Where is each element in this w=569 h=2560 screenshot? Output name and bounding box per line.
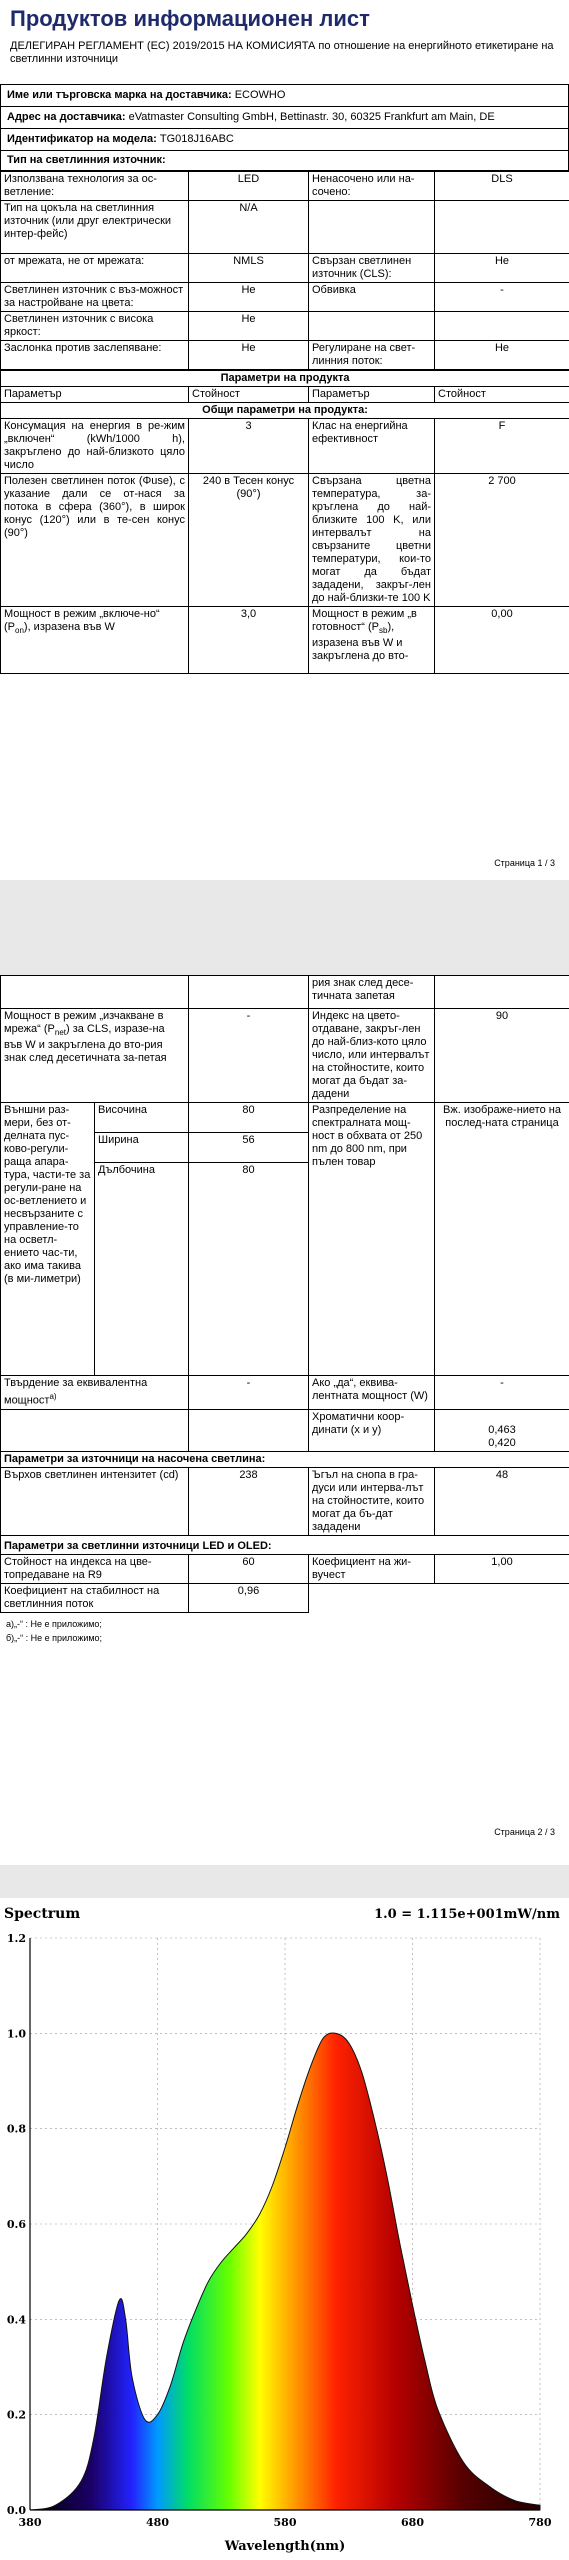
general-heading: Общи параметри на продукта: xyxy=(1,403,569,419)
spectrum-chart xyxy=(0,1898,569,2560)
type-label: Тип на цокъла на светлинния източник (или друг електрически интер-фейс) xyxy=(1,201,189,254)
equiv-power-label: Ако „да“, еквива-лентната мощност (W) xyxy=(309,1376,435,1410)
net-standby-label: Мощност в режим „изчакване в мрежа“ $(P_{net})$ за CLS, изразе-на във W и закръглена до вто-рия знак след десетичната за-петая xyxy=(1,1009,189,1103)
net-standby-value: - xyxy=(189,1009,309,1103)
type-label: Използвана технология за ос-ветление: xyxy=(1,172,189,201)
beam-value: 48 xyxy=(435,1467,569,1535)
x-tick-label: 480 xyxy=(146,2516,169,2529)
type-row xyxy=(1,283,569,312)
param-value: 3 xyxy=(189,419,309,474)
supplier-name-value: ECOWHO xyxy=(234,89,286,101)
power-label: Мощност в режим „включе-но“ $(P_{on})$, изразена във W xyxy=(1,607,189,674)
param-row xyxy=(1,1103,569,1133)
type-row xyxy=(1,341,569,370)
type-value: NMLS xyxy=(189,254,309,283)
supplier-name-row xyxy=(1,85,569,107)
column-header-param: Параметър xyxy=(1,387,189,403)
type-label: Ненасочено или на-сочено: xyxy=(309,172,435,201)
page-2 xyxy=(0,975,569,1865)
param-row xyxy=(1,1009,569,1103)
y-tick-label: 0.4 xyxy=(6,2313,26,2327)
type-table xyxy=(0,171,569,370)
type-label: Свързан светлинен източник (CLS): xyxy=(309,254,435,283)
param-row xyxy=(1,1554,569,1583)
equiv-power-value: - xyxy=(435,1376,569,1410)
param-row xyxy=(1,1376,569,1410)
y-tick-label: 0.6 xyxy=(6,2218,26,2231)
page-number: Страница 2 / 3 xyxy=(494,1827,555,1837)
page-title: Продуктов информационен лист xyxy=(10,6,370,31)
x-tick-label: 380 xyxy=(18,2516,42,2529)
params-table-cont xyxy=(0,975,569,1613)
model-label: Идентификатор на модела: xyxy=(7,133,157,145)
spd-label: Разпределение на спектралната мощ-ност в обхвата от 250 nm до 800 nm, при пълен товар xyxy=(309,1103,435,1376)
param-row xyxy=(1,474,569,607)
type-label: от мрежата, не от мрежата: xyxy=(1,254,189,283)
y-tick-label: 1.2 xyxy=(6,1932,26,1945)
type-heading: Тип на светлинния източник: xyxy=(1,151,569,171)
model-value: TG018J16ABC xyxy=(159,133,234,145)
type-label: Заслонка против заслепяване: xyxy=(1,341,189,370)
param-label: Консумация на енергия в ре-жим „включен“ (kWh/1000 h), закръглено до най-близкото цяло число xyxy=(1,419,189,474)
param-row xyxy=(1,607,569,674)
dim-label: Дълбочина xyxy=(95,1163,189,1376)
y-tick-label: 0.2 xyxy=(6,2408,26,2422)
cri-label: Индекс на цвето-отдаване, закръг-лен до най-близ-кото цяло число, или интервалът на стойностите, които могат да бъдат за-дадени xyxy=(309,1009,435,1103)
type-label: Обвивка xyxy=(309,283,435,312)
footnotes xyxy=(0,1613,569,1649)
type-value: Не xyxy=(189,312,309,341)
dim-label: Височина xyxy=(95,1103,189,1133)
param-value: 2 700 xyxy=(435,474,569,607)
dim-value: 56 xyxy=(189,1133,309,1163)
maint-label: Коефициент на стабилност на светлинния поток xyxy=(1,1583,189,1612)
page-1 xyxy=(0,0,569,880)
type-value: DLS xyxy=(435,172,569,201)
power-value: 3,0 xyxy=(189,607,309,674)
x-tick-label: 580 xyxy=(273,2516,297,2529)
chart-legend-text: 1.0 = 1.115e+001mW/nm xyxy=(374,1907,560,1922)
dim-value: 80 xyxy=(189,1163,309,1376)
y-tick-label: 0.8 xyxy=(6,2122,26,2136)
param-value: F xyxy=(435,419,569,474)
chroma-label: Хроматични коор-динати (x и y) xyxy=(309,1409,435,1451)
column-header-param: Параметър xyxy=(309,387,435,403)
spectrum-svg xyxy=(0,1898,569,2560)
param-row xyxy=(1,419,569,474)
type-value xyxy=(435,312,569,341)
type-label xyxy=(309,312,435,341)
param-row xyxy=(1,1467,569,1535)
directional-heading: Параметри за източници на насочена светлина: xyxy=(1,1451,569,1467)
cri-value: 90 xyxy=(435,1009,569,1103)
survival-label: Коефициент на жи-вучест xyxy=(309,1554,435,1583)
regulation-text: ДЕЛЕГИРАН РЕГЛАМЕНТ (ЕС) 2019/2015 НА КОМИСИЯТА по отношение на енергийното етикетиране на светлинни източници xyxy=(10,40,554,65)
beam-label: Ъгъл на снопа в гра-дуси или интерва-лът на стойностите, които могат да бъ-дат зададени xyxy=(309,1467,435,1535)
survival-value: 1,00 xyxy=(435,1554,569,1583)
standby-label: Мощност в режим „в готовност“ $(P_{sb})$, изразена във W и закръглена до вто- xyxy=(309,607,435,674)
address-label: Адрес на доставчика: xyxy=(7,111,126,123)
standby-value: 0,00 xyxy=(435,607,569,674)
column-header-value: Стойност xyxy=(189,387,309,403)
page-number: Страница 1 / 3 xyxy=(494,858,555,868)
type-row xyxy=(1,312,569,341)
column-header-value: Стойност xyxy=(435,387,569,403)
type-label: Светлинен източник с висока яркост: xyxy=(1,312,189,341)
equiv-value: - xyxy=(189,1376,309,1410)
continued-text: рия знак след десе-тичната запетая xyxy=(309,976,435,1009)
dim-label: Ширина xyxy=(95,1133,189,1163)
type-label: Светлинен източник с въз-можност за настройване на цвета: xyxy=(1,283,189,312)
type-value: Не xyxy=(435,341,569,370)
page-3 xyxy=(0,1898,569,2560)
supplier-table xyxy=(0,84,569,171)
dim-value: 80 xyxy=(189,1103,309,1133)
param-row xyxy=(1,1409,569,1451)
supplier-name-label: Име или търговска марка на доставчика: xyxy=(7,89,232,101)
x-tick-label: 780 xyxy=(528,2516,552,2529)
type-value: Не xyxy=(189,341,309,370)
type-label: Регулиране на свет-линния поток: xyxy=(309,341,435,370)
type-value: - xyxy=(435,283,569,312)
y-tick-label: 0.0 xyxy=(6,2504,26,2517)
params-heading: Параметри на продукта xyxy=(1,371,569,387)
spd-value: Вж. изображе-нието на послед-ната страница xyxy=(435,1103,569,1376)
model-row xyxy=(1,129,569,151)
param-value: 240 в Тесен конус (90°) xyxy=(189,474,309,607)
y-tick-label: 1.0 xyxy=(6,2027,26,2041)
peak-label: Върхов светлинен интензитет (cd) xyxy=(1,1467,189,1535)
param-row xyxy=(1,1583,569,1612)
x-tick-label: 680 xyxy=(401,2516,424,2529)
dims-label: Външни раз-мери, без от-делната пус-ково-регули-раща апара-тура, части-те за регули-ране на ос-ветлението и несвързаните с управление-то на осветл-ението час-ти, ако има такива (в ми-лиметри) xyxy=(1,1103,95,1376)
led-heading: Параметри за светлинни източници LED и OLED: xyxy=(1,1535,569,1554)
x-axis-label: Wavelength(nm) xyxy=(224,2539,346,2554)
param-label: Клас на енергийна ефективност xyxy=(309,419,435,474)
maint-value: 0,96 xyxy=(189,1583,309,1612)
type-value: N/A xyxy=(189,201,309,254)
param-label: Свързана цветна температура, за-кръглена до най-близките 100 K, или интервалът на свързаните цветни температури, кои-то могат да бъдат зададени, закръг-лен до най-близки-те 100 K xyxy=(309,474,435,607)
address-value: eVatmaster Consulting GmbH, Bettinastr. 30, 60325 Frankfurt am Main, DE xyxy=(128,111,495,123)
type-value: Не xyxy=(189,283,309,312)
type-label xyxy=(309,201,435,254)
equiv-label: Твърдение за еквивалентна мощност$^{а)}$ xyxy=(1,1376,189,1410)
type-row xyxy=(1,201,569,254)
footnote-b: б)„-“ : Не е приложимо; xyxy=(6,1632,103,1643)
footnote-a: а)„-“ : Не е приложимо; xyxy=(6,1618,102,1629)
r9-label: Стойност на индекса на цве-топредаване на R9 xyxy=(1,1554,189,1583)
chroma-value: 0,463 0,420 xyxy=(435,1409,569,1451)
type-value xyxy=(435,201,569,254)
type-value: LED xyxy=(189,172,309,201)
peak-value: 238 xyxy=(189,1467,309,1535)
address-row xyxy=(1,107,569,129)
param-label: Полезен светлинен поток (Φuse), с указание дали се от-нася за потока в сфера (360°), в широк конус (120°) или в те-сен конус (90°) xyxy=(1,474,189,607)
type-row xyxy=(1,172,569,201)
type-row xyxy=(1,254,569,283)
params-table xyxy=(0,370,569,674)
type-value: Не xyxy=(435,254,569,283)
chart-title: Spectrum xyxy=(4,1906,81,1922)
r9-value: 60 xyxy=(189,1554,309,1583)
